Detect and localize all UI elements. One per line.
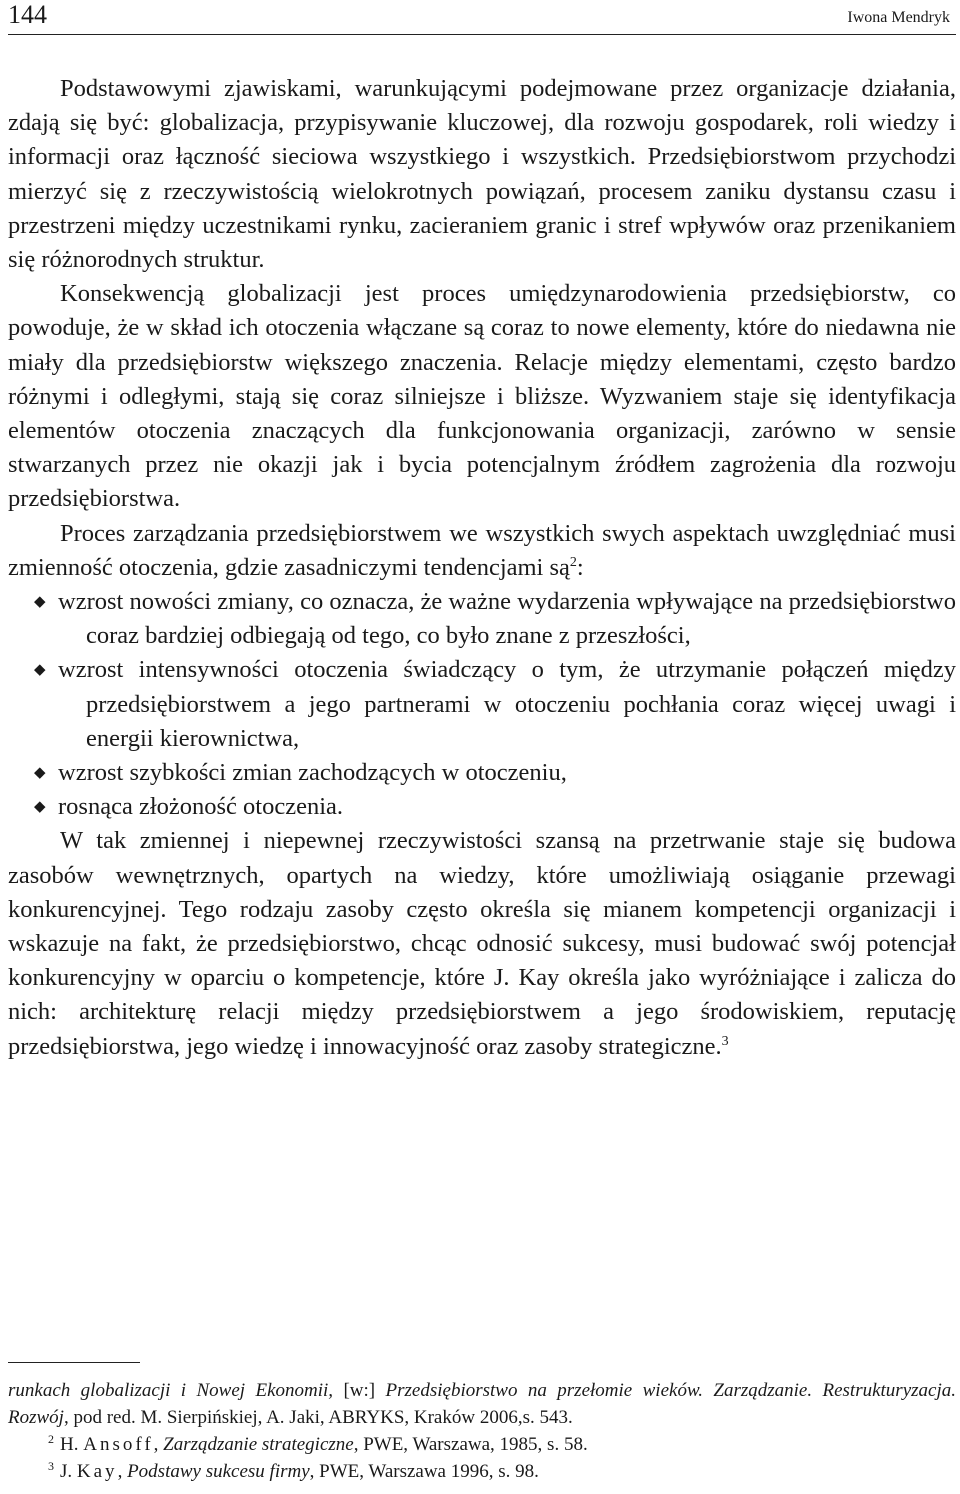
- diamond-bullet-icon: ◆: [34, 662, 46, 679]
- footnote-divider: [8, 1362, 140, 1363]
- footnote-continued-italic-1: runkach globalizacji i Nowej Ekonomii,: [8, 1380, 334, 1401]
- footnote-3-sep: ,: [117, 1461, 128, 1482]
- list-item-text: wzrost szybkości zmian zachodzących w otoczeniu,: [58, 759, 567, 787]
- list-item: [8, 790, 956, 824]
- paragraph-1: Podstawowymi zjawiskami, warunkującymi podejmowane przez organizacje działania, zdają się być: globalizacja, przypisywanie kluczowej, dla rozwoju gospodarek, roli wiedzy i informacji oraz łączność sieciowa wszystkiego i wszystkich. Przedsiębiorstwom przychodzi mierzyć się z rzeczywistością wielokrotnych powiązań, procesem zaniku dystansu czasu i przestrzeni między uczestnikami rynku, zacieraniem granic i stref wpływów oraz przenikaniem się różnorodnych struktur.: [8, 75, 956, 274]
- list-item-text: wzrost intensywności otoczenia świadczący o tym, że utrzymanie połączeń między przedsiębiorstwem a jego partnerami w otoczeniu pochłania coraz więcej uwagi i energii kierownictwa,: [58, 656, 956, 752]
- diamond-bullet-icon: ◆: [34, 765, 46, 782]
- footnote-ref-3: 3: [721, 1033, 729, 1049]
- list-item-text: wzrost nowości zmiany, co oznacza, że ważne wydarzenia wpływające na przedsiębiorstwo coraz bardziej odbiegają od tego, co było znane z przeszłości,: [58, 588, 956, 650]
- footnote-2-title: Zarządzanie strategiczne: [163, 1434, 354, 1455]
- footnote-2-author: Ansoff: [83, 1434, 154, 1455]
- footnote-2-sep: ,: [153, 1434, 164, 1455]
- footnote-continued: [8, 1377, 956, 1431]
- footnote-3-rest: , PWE, Warszawa 1996, s. 98.: [309, 1461, 539, 1482]
- tendencies-list: [8, 585, 956, 824]
- page-number: 144: [8, 0, 47, 29]
- footnote-2-initial: H.: [60, 1434, 84, 1455]
- list-item: [8, 756, 956, 790]
- footnote-2-number: 2: [48, 1432, 54, 1446]
- footnote-2-rest: , PWE, Warszawa, 1985, s. 58.: [353, 1434, 588, 1455]
- running-head-author: Iwona Mendryk: [847, 9, 950, 26]
- footnote-continued-italic-2: Przedsiębiorstwo na przełomie wieków. Zarządzanie. Restrukturyzacja. Rozwój: [8, 1380, 956, 1428]
- list-item-text: rosnąca złożoność otoczenia.: [58, 793, 344, 821]
- diamond-bullet-icon: ◆: [34, 799, 46, 816]
- footnote-3-number: 3: [48, 1459, 54, 1473]
- paragraph-4: [8, 824, 956, 1063]
- footnote-continued-text-1: [w:]: [333, 1380, 386, 1401]
- paragraph-3-text: Proces zarządzania przedsiębiorstwem we wszystkich swych aspektach uwzględniać musi zmienność otoczenia, gdzie zasadniczymi tendencjami są: [8, 519, 956, 581]
- list-item: [8, 585, 956, 653]
- footnote-3-title: Podstawy sukcesu firmy: [127, 1461, 310, 1482]
- page-header: [8, 0, 956, 35]
- footnote-3-author: Kay: [76, 1461, 118, 1482]
- paragraph-4-text: W tak zmiennej i niepewnej rzeczywistości szansą na przetrwanie staje się budowa zasobów wewnętrznych, opartych na wiedzy, które umożliwiają osiąganie przewagi konkurencyjnej. Tego rodzaju zasoby często określa się mianem kompetencji organizacji i wskazuje na fakt, że przedsiębiorstwo, chcąc odnosić sukcesy, musi budować swój potencjał konkurencyjny w oparciu o kompetencje, które J. Kay określa jako wyróżniające i zalicza do nich: architekturę relacji między przedsiębiorstwem a jego środowiskiem, reputację przedsiębiorstwa, jego wiedzę i innowacyjność oraz zasoby strategiczne.: [8, 827, 956, 1060]
- footnote-ref-2: 2: [569, 554, 577, 570]
- diamond-bullet-icon: ◆: [34, 594, 46, 611]
- paragraph-3-colon: :: [576, 553, 584, 581]
- paragraph-2: Konsekwencją globalizacji jest proces umiędzynarodowienia przedsiębiorstw, co powoduje, że w skład ich otoczenia włączane są coraz to nowe elementy, które do niedawna nie miały dla przedsiębiorstw większego znaczenia. Relacje między elementami, często bardzo różnymi i odległymi, stają się coraz silniejsze i bliższe. Wyzwaniem staje się identyfikacja elementów otoczenia znaczących dla funkcjonowania organizacji, zarówno w sensie stwarzanych przez nie okazji jak i bycia potencjalnym źródłem zagrożenia dla rozwoju przedsiębiorstwa.: [8, 280, 956, 513]
- footnote-2: [8, 1431, 956, 1458]
- footnote-3-initial: J.: [60, 1461, 77, 1482]
- footnotes: [8, 1377, 956, 1485]
- footnote-continued-text-2: , pod red. M. Sierpińskiej, A. Jaki, ABRYKS, Kraków 2006,s. 543.: [63, 1407, 573, 1428]
- footnote-3: [8, 1458, 956, 1485]
- main-text: [8, 72, 956, 1064]
- paragraph-3: [8, 517, 956, 585]
- list-item: [8, 653, 956, 756]
